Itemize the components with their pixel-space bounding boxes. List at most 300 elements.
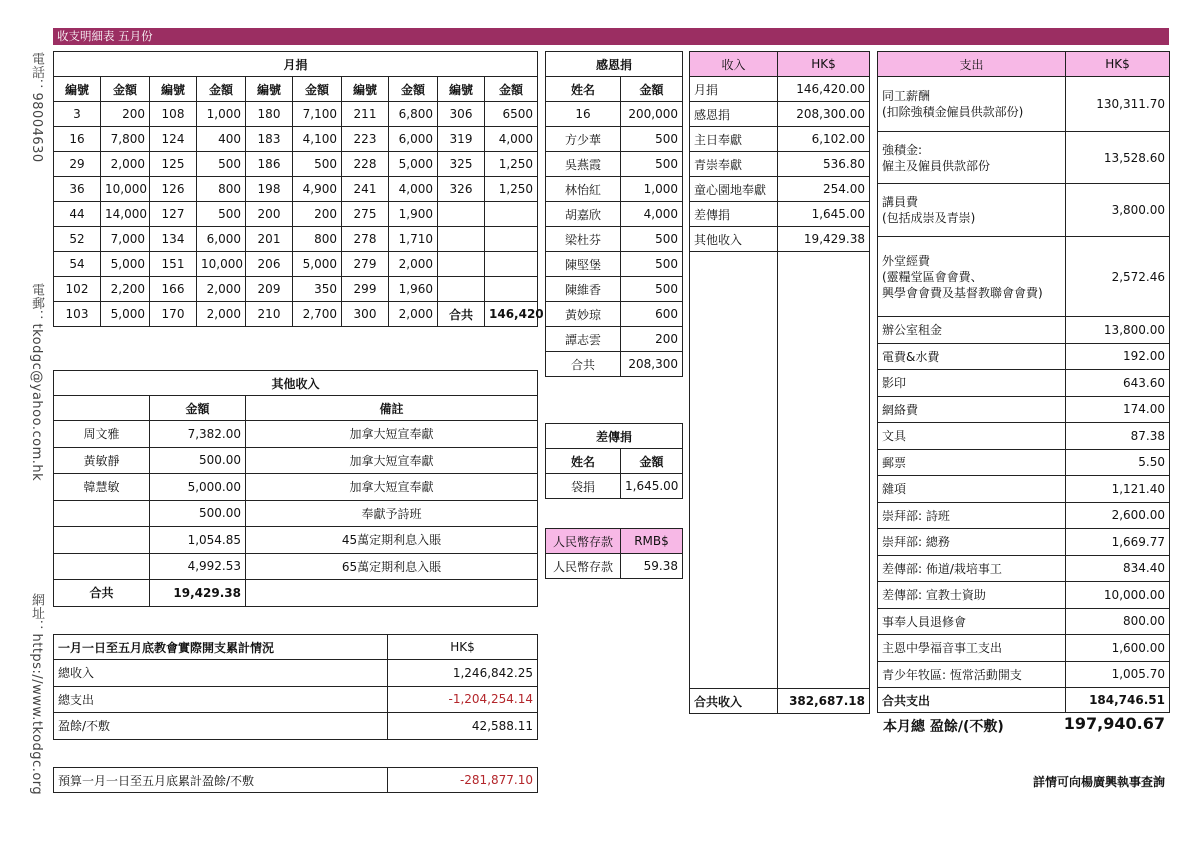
income-label: 童心園地奉獻	[690, 177, 778, 202]
table-row	[878, 555, 1170, 582]
table-row	[878, 396, 1170, 423]
expense-label	[878, 184, 1066, 237]
expense-label: 差傳部: 宣教士資助	[878, 582, 1066, 609]
monthly-cell: 10,000	[101, 177, 150, 202]
expense-value: 13,800.00	[1066, 317, 1170, 344]
table-row	[690, 177, 870, 202]
monthly-cell: 1,960	[389, 277, 438, 302]
table-row	[546, 352, 683, 377]
monthly-cell: 500	[293, 152, 342, 177]
monthly-cell: 108	[150, 102, 197, 127]
monthly-cell: 223	[342, 127, 389, 152]
expense-label	[878, 77, 1066, 132]
monthly-cell: 211	[342, 102, 389, 127]
table-row	[878, 237, 1170, 317]
thanks-name: 16	[546, 102, 621, 127]
income-total-label: 合共收入	[690, 689, 778, 714]
monthly-cell: 6,000	[197, 227, 246, 252]
monthly-cell: 200	[293, 202, 342, 227]
monthly-cell: 2,000	[389, 252, 438, 277]
thanks-amount: 500	[621, 252, 683, 277]
table-row	[546, 202, 683, 227]
income-label: 其他收入	[690, 227, 778, 252]
income-header-unit: HK$	[778, 52, 870, 77]
monthly-header: 金額	[197, 77, 246, 102]
table-row	[690, 152, 870, 177]
monthly-cell: 500	[197, 202, 246, 227]
table-row	[878, 370, 1170, 397]
table-row	[878, 449, 1170, 476]
expense-value: 1,600.00	[1066, 635, 1170, 662]
thanks-donation-table	[545, 51, 683, 377]
table-row	[54, 252, 538, 277]
monthly-cell: 7,800	[101, 127, 150, 152]
expense-value: 192.00	[1066, 343, 1170, 370]
expense-label	[878, 132, 1066, 184]
table-row	[54, 686, 538, 713]
monthly-header: 編號	[438, 77, 485, 102]
thanks-name: 合共	[546, 352, 621, 377]
expense-value: 130,311.70	[1066, 77, 1170, 132]
monthly-donation-table	[53, 51, 544, 327]
monthly-cell: 4,100	[293, 127, 342, 152]
budget-table	[53, 767, 538, 793]
monthly-header: 編號	[246, 77, 293, 102]
monthly-cell: 228	[342, 152, 389, 177]
table-row	[878, 476, 1170, 503]
monthly-cell: 275	[342, 202, 389, 227]
table-row	[878, 184, 1170, 237]
table-row	[878, 343, 1170, 370]
other-name: 韓慧敏	[54, 474, 150, 501]
expense-value: 1,669.77	[1066, 529, 1170, 556]
monthly-cell: 2,000	[389, 302, 438, 327]
table-row	[54, 302, 538, 327]
monthly-cell: 299	[342, 277, 389, 302]
thanks-amount: 500	[621, 152, 683, 177]
table-row	[546, 177, 683, 202]
other-amount: 4,992.53	[150, 553, 246, 580]
mission-row-name: 袋捐	[546, 474, 621, 499]
income-label: 青崇奉獻	[690, 152, 778, 177]
other-income-title: 其他收入	[54, 371, 538, 396]
other-name: 黃敏靜	[54, 447, 150, 474]
monthly-cell: 325	[438, 152, 485, 177]
income-value: 1,645.00	[778, 202, 870, 227]
surplus-value: 197,940.67	[1063, 714, 1165, 733]
cumulative-table	[53, 634, 538, 740]
other-amount: 500.00	[150, 500, 246, 527]
monthly-cell	[438, 202, 485, 227]
expense-label-line: (包括成崇及青崇)	[882, 211, 976, 225]
expense-label: 網絡費	[878, 396, 1066, 423]
monthly-cell: 278	[342, 227, 389, 252]
cumulative-value: -1,204,254.14	[388, 686, 538, 713]
mission-header-amount: 金額	[621, 449, 683, 474]
other-header-remark: 備註	[246, 396, 538, 421]
expense-value: 2,572.46	[1066, 237, 1170, 317]
monthly-cell: 200	[101, 102, 150, 127]
monthly-cell: 6,000	[389, 127, 438, 152]
phone-label: 電話：98004630	[29, 52, 44, 163]
monthly-cell: 210	[246, 302, 293, 327]
monthly-cell: 350	[293, 277, 342, 302]
income-total-value: 382,687.18	[778, 689, 870, 714]
monthly-cell: 134	[150, 227, 197, 252]
monthly-cell: 7,000	[101, 227, 150, 252]
monthly-cell: 102	[54, 277, 101, 302]
rmb-row-label: 人民幣存款	[546, 554, 621, 579]
other-name: 周文雅	[54, 421, 150, 448]
monthly-cell: 2,000	[101, 152, 150, 177]
income-value: 208,300.00	[778, 102, 870, 127]
expense-label-line: (靈糧堂區會會費、	[882, 269, 983, 284]
income-table	[689, 51, 870, 714]
expense-table	[877, 51, 1170, 713]
mission-title: 差傳捐	[546, 424, 683, 449]
monthly-cell: 326	[438, 177, 485, 202]
expense-value: 643.60	[1066, 370, 1170, 397]
cumulative-unit: HK$	[388, 635, 538, 660]
monthly-header: 金額	[389, 77, 438, 102]
monthly-cell	[438, 252, 485, 277]
income-header-label: 收入	[690, 52, 778, 77]
other-remark: 加拿大短宣奉獻	[246, 474, 538, 501]
table-row	[878, 582, 1170, 609]
table-row	[546, 127, 683, 152]
email-label: 電郵：tkodgc@yahoo.com.hk	[29, 283, 44, 482]
monthly-cell: 201	[246, 227, 293, 252]
table-row	[54, 152, 538, 177]
table-row	[546, 102, 683, 127]
monthly-cell: 198	[246, 177, 293, 202]
table-row	[54, 527, 538, 554]
expense-total-label: 合共支出	[878, 688, 1066, 713]
monthly-cell: 125	[150, 152, 197, 177]
expense-value: 5.50	[1066, 449, 1170, 476]
monthly-cell: 2,000	[197, 277, 246, 302]
table-row	[878, 608, 1170, 635]
expense-label: 崇拜部: 詩班	[878, 502, 1066, 529]
expense-label-line: 強積金:	[882, 142, 923, 157]
monthly-cell: 209	[246, 277, 293, 302]
other-remark: 加拿大短宣奉獻	[246, 447, 538, 474]
table-row	[690, 127, 870, 152]
other-header-name	[54, 396, 150, 421]
thanks-name: 陳堅堡	[546, 252, 621, 277]
income-blank	[690, 252, 778, 689]
table-row	[54, 102, 538, 127]
table-row	[690, 77, 870, 102]
cumulative-label: 總支出	[54, 686, 388, 713]
monthly-cell: 186	[246, 152, 293, 177]
other-name	[54, 527, 150, 554]
budget-label: 預算一月一日至五月底累計盈餘/不敷	[54, 768, 388, 793]
monthly-cell	[438, 277, 485, 302]
monthly-cell: 5,000	[389, 152, 438, 177]
table-row	[546, 152, 683, 177]
thanks-amount: 500	[621, 227, 683, 252]
monthly-cell: 2,200	[101, 277, 150, 302]
table-row	[546, 277, 683, 302]
monthly-cell: 126	[150, 177, 197, 202]
monthly-cell: 5,000	[293, 252, 342, 277]
monthly-cell	[485, 252, 538, 277]
mission-header-name: 姓名	[546, 449, 621, 474]
thanks-amount: 1,000	[621, 177, 683, 202]
expense-label-line: 同工薪酬	[882, 89, 931, 103]
monthly-cell	[485, 277, 538, 302]
monthly-cell: 4,900	[293, 177, 342, 202]
table-row	[878, 661, 1170, 688]
monthly-cell: 146,420	[485, 302, 538, 327]
table-row	[54, 713, 538, 740]
expense-label: 差傳部: 佈道/栽培事工	[878, 555, 1066, 582]
thanks-amount: 200,000	[621, 102, 683, 127]
monthly-cell: 5,000	[101, 252, 150, 277]
thanks-amount: 208,300	[621, 352, 683, 377]
monthly-title: 月捐	[54, 52, 538, 77]
monthly-header: 金額	[101, 77, 150, 102]
expense-value: 1,121.40	[1066, 476, 1170, 503]
thanks-name: 陳維香	[546, 277, 621, 302]
income-blank	[778, 252, 870, 689]
expense-label: 辦公室租金	[878, 317, 1066, 344]
monthly-cell: 4,000	[485, 127, 538, 152]
income-value: 146,420.00	[778, 77, 870, 102]
other-total-blank	[246, 580, 538, 607]
monthly-header: 編號	[342, 77, 389, 102]
expense-total-value: 184,746.51	[1066, 688, 1170, 713]
table-row	[878, 77, 1170, 132]
thanks-name: 梁杜芬	[546, 227, 621, 252]
monthly-cell: 103	[54, 302, 101, 327]
monthly-cell: 800	[293, 227, 342, 252]
monthly-cell: 54	[54, 252, 101, 277]
monthly-cell: 6500	[485, 102, 538, 127]
expense-label: 郵票	[878, 449, 1066, 476]
surplus-label: 本月總 盈餘/(不敷)	[883, 719, 1004, 735]
monthly-cell: 52	[54, 227, 101, 252]
expense-label: 雜項	[878, 476, 1066, 503]
expense-header-label: 支出	[878, 52, 1066, 77]
monthly-cell: 124	[150, 127, 197, 152]
thanks-title: 感恩捐	[546, 52, 683, 77]
monthly-cell: 183	[246, 127, 293, 152]
monthly-header: 編號	[150, 77, 197, 102]
monthly-cell	[438, 227, 485, 252]
table-row	[878, 529, 1170, 556]
table-row	[878, 423, 1170, 450]
cumulative-value: 1,246,842.25	[388, 660, 538, 687]
other-remark: 45萬定期利息入賬	[246, 527, 538, 554]
thanks-amount: 4,000	[621, 202, 683, 227]
expense-label-line: 僱主及僱員供款部份	[882, 158, 991, 173]
monthly-cell: 319	[438, 127, 485, 152]
expense-value: 174.00	[1066, 396, 1170, 423]
other-total-label: 合共	[54, 580, 150, 607]
monthly-cell: 279	[342, 252, 389, 277]
thanks-amount: 500	[621, 127, 683, 152]
mission-row-amount: 1,645.00	[621, 474, 683, 499]
expense-value: 834.40	[1066, 555, 1170, 582]
monthly-cell: 2,700	[293, 302, 342, 327]
monthly-cell: 151	[150, 252, 197, 277]
thanks-name: 黃妙琼	[546, 302, 621, 327]
other-name	[54, 553, 150, 580]
income-label: 感恩捐	[690, 102, 778, 127]
monthly-cell: 3	[54, 102, 101, 127]
expense-label: 崇拜部: 總務	[878, 529, 1066, 556]
other-remark: 65萬定期利息入賬	[246, 553, 538, 580]
expense-value: 800.00	[1066, 608, 1170, 635]
table-row	[690, 102, 870, 127]
table-row	[878, 502, 1170, 529]
monthly-cell: 4,000	[389, 177, 438, 202]
thanks-amount: 200	[621, 327, 683, 352]
table-row	[878, 635, 1170, 662]
monthly-cell: 16	[54, 127, 101, 152]
other-header-amount: 金額	[150, 396, 246, 421]
monthly-cell: 200	[246, 202, 293, 227]
expense-value: 87.38	[1066, 423, 1170, 450]
income-value: 536.80	[778, 152, 870, 177]
expense-value: 13,528.60	[1066, 132, 1170, 184]
expense-label: 事奉人員退修會	[878, 608, 1066, 635]
table-row	[54, 660, 538, 687]
monthly-cell: 400	[197, 127, 246, 152]
thanks-amount: 500	[621, 277, 683, 302]
cumulative-value: 42,588.11	[388, 713, 538, 740]
expense-value: 2,600.00	[1066, 502, 1170, 529]
budget-value: -281,877.10	[388, 768, 538, 793]
thanks-name: 方少華	[546, 127, 621, 152]
expense-label: 文具	[878, 423, 1066, 450]
expense-label-line: (扣除強積金僱員供款部份)	[882, 105, 1024, 119]
other-remark: 奉獻予詩班	[246, 500, 538, 527]
table-row	[54, 227, 538, 252]
table-row	[54, 127, 538, 152]
monthly-header: 金額	[293, 77, 342, 102]
other-amount: 500.00	[150, 447, 246, 474]
thanks-name: 林怡紅	[546, 177, 621, 202]
rmb-deposit-table	[545, 528, 683, 579]
expense-value: 10,000.00	[1066, 582, 1170, 609]
table-row	[54, 553, 538, 580]
other-total-value: 19,429.38	[150, 580, 246, 607]
cumulative-title: 一月一日至五月底教會實際開支累計情況	[54, 635, 388, 660]
other-amount: 5,000.00	[150, 474, 246, 501]
other-name	[54, 500, 150, 527]
table-row	[54, 277, 538, 302]
monthly-cell: 1,250	[485, 177, 538, 202]
monthly-cell: 36	[54, 177, 101, 202]
expense-label: 青少年牧區: 恆常活動開支	[878, 661, 1066, 688]
footer-note: 詳情可向楊廣興執事查詢	[1032, 775, 1165, 789]
income-label: 差傳捐	[690, 202, 778, 227]
table-row	[546, 227, 683, 252]
table-row	[54, 500, 538, 527]
expense-header-unit: HK$	[1066, 52, 1170, 77]
monthly-header: 金額	[485, 77, 538, 102]
rmb-row-value: 59.38	[621, 554, 683, 579]
monthly-cell: 6,800	[389, 102, 438, 127]
table-row	[690, 202, 870, 227]
other-remark: 加拿大短宣奉獻	[246, 421, 538, 448]
monthly-cell: 1,900	[389, 202, 438, 227]
cumulative-label: 盈餘/不敷	[54, 713, 388, 740]
monthly-cell: 1,250	[485, 152, 538, 177]
income-value: 254.00	[778, 177, 870, 202]
expense-value: 3,800.00	[1066, 184, 1170, 237]
thanks-amount: 600	[621, 302, 683, 327]
monthly-cell: 206	[246, 252, 293, 277]
table-row	[54, 202, 538, 227]
other-amount: 1,054.85	[150, 527, 246, 554]
monthly-cell: 180	[246, 102, 293, 127]
monthly-cell: 1,710	[389, 227, 438, 252]
monthly-cell: 5,000	[101, 302, 150, 327]
table-row	[54, 421, 538, 448]
income-label: 主日奉獻	[690, 127, 778, 152]
expense-label: 影印	[878, 370, 1066, 397]
table-row	[878, 132, 1170, 184]
report-banner: 收支明細表 五月份	[53, 28, 1169, 45]
monthly-cell: 7,100	[293, 102, 342, 127]
monthly-cell	[485, 227, 538, 252]
table-row	[878, 317, 1170, 344]
other-income-table	[53, 370, 538, 607]
monthly-cell: 合共	[438, 302, 485, 327]
thanks-name: 吳燕霞	[546, 152, 621, 177]
monthly-cell: 29	[54, 152, 101, 177]
table-row	[54, 447, 538, 474]
monthly-cell: 127	[150, 202, 197, 227]
monthly-cell: 300	[342, 302, 389, 327]
table-row	[54, 474, 538, 501]
monthly-cell: 170	[150, 302, 197, 327]
table-row	[546, 302, 683, 327]
monthly-cell: 800	[197, 177, 246, 202]
monthly-cell: 306	[438, 102, 485, 127]
rmb-header-unit: RMB$	[621, 529, 683, 554]
thanks-header: 金額	[621, 77, 683, 102]
monthly-cell: 241	[342, 177, 389, 202]
monthly-cell: 1,000	[197, 102, 246, 127]
expense-value: 1,005.70	[1066, 661, 1170, 688]
expense-label-line: 講員費	[882, 195, 919, 209]
expense-label-line: 外堂經費	[882, 253, 931, 268]
monthly-cell: 500	[197, 152, 246, 177]
table-row	[690, 227, 870, 252]
cumulative-label: 總收入	[54, 660, 388, 687]
income-value: 19,429.38	[778, 227, 870, 252]
income-label: 月捐	[690, 77, 778, 102]
mission-donation-table	[545, 423, 683, 499]
expense-label: 主恩中學福音事工支出	[878, 635, 1066, 662]
table-row	[54, 177, 538, 202]
monthly-cell: 2,000	[197, 302, 246, 327]
monthly-cell: 10,000	[197, 252, 246, 277]
other-amount: 7,382.00	[150, 421, 246, 448]
monthly-cell: 14,000	[101, 202, 150, 227]
table-row	[546, 327, 683, 352]
expense-label: 電費&水費	[878, 343, 1066, 370]
monthly-cell: 44	[54, 202, 101, 227]
thanks-name: 譚志雲	[546, 327, 621, 352]
expense-label	[878, 237, 1066, 317]
income-value: 6,102.00	[778, 127, 870, 152]
